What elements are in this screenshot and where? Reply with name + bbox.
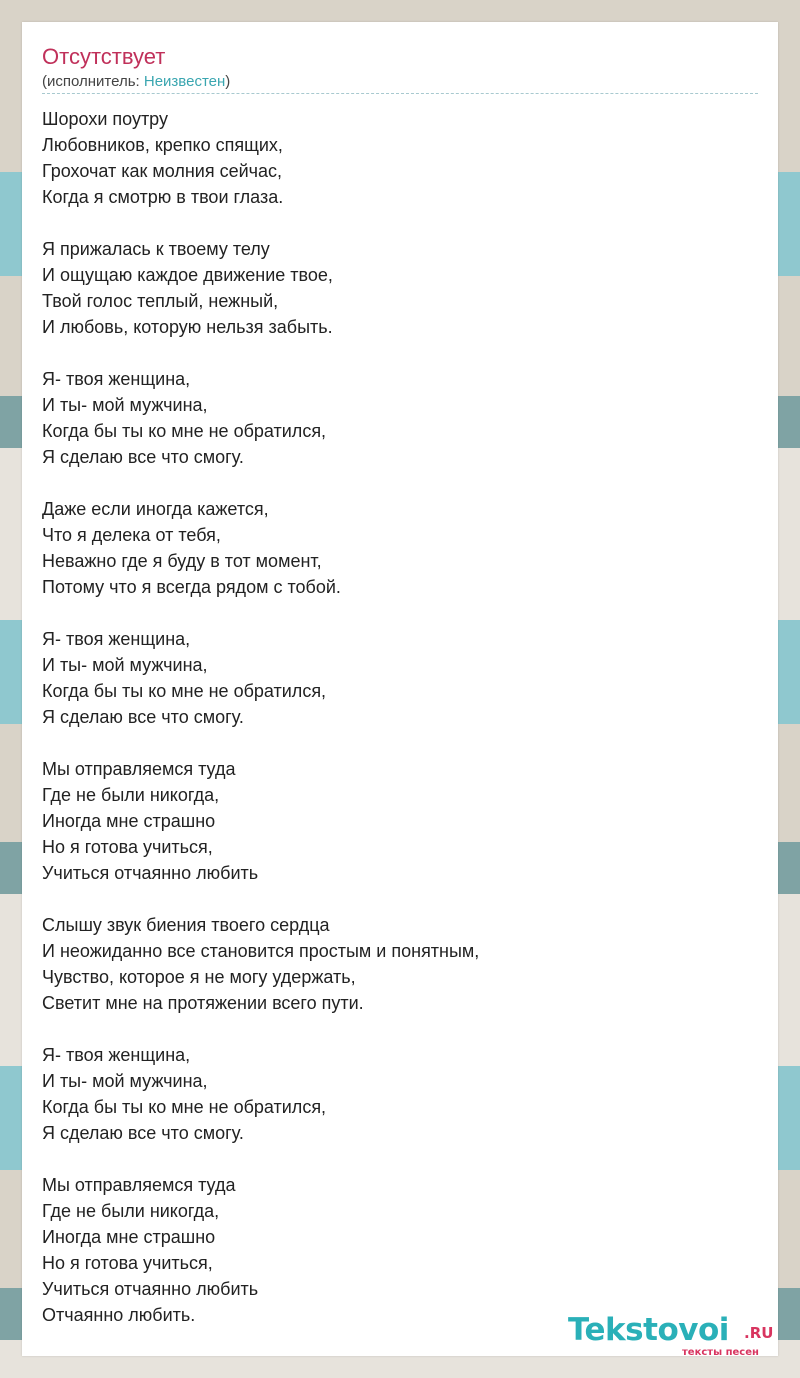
artist-link[interactable]: Неизвестен [143, 73, 226, 90]
stanza-6 [42, 756, 758, 886]
lyric-line: Но я готова учиться, [42, 837, 213, 857]
lyric-line: Когда бы ты ко мне не обратился, [42, 681, 327, 701]
stanza-7 [42, 912, 758, 1016]
logo-tld: .RU [744, 1324, 774, 1342]
lyric-line: Шорохи поутру [42, 109, 168, 129]
lyric-line: И любовь, которую нельзя забыть. [42, 317, 333, 337]
performer-prefix: (исполнитель: [42, 73, 144, 90]
lyric-line: Слышу звук биения твоего сердца [42, 915, 330, 935]
lyric-line: Даже если иногда кажется, [42, 499, 269, 519]
lyric-line: Когда бы ты ко мне не обратился, [42, 421, 327, 441]
song-title: Отсутствует [42, 44, 166, 69]
lyric-line: Но я готова учиться, [42, 1253, 213, 1273]
lyric-line: И ощущаю каждое движение твое, [42, 265, 333, 285]
lyric-line: Что я делека от тебя, [42, 525, 221, 545]
lyric-line: Твой голос теплый, нежный, [42, 291, 279, 311]
stanza-9 [42, 1172, 758, 1328]
lyric-line: Светит мне на протяжении всего пути. [42, 993, 364, 1013]
stanza-4 [42, 496, 758, 600]
lyric-line: Мы отправляемся туда [42, 1175, 236, 1195]
lyric-line: Я сделаю все что смогу. [42, 1123, 244, 1143]
lyrics-text [42, 106, 758, 1354]
lyric-line: Неважно где я буду в тот момент, [42, 551, 322, 571]
logo-subtitle: тексты песен [682, 1347, 759, 1358]
lyric-line: Учиться отчаянно любить [42, 863, 259, 883]
logo-name: Tekstovoi [568, 1312, 729, 1348]
site-logo[interactable] [568, 1312, 774, 1358]
lyric-line: Я сделаю все что смогу. [42, 447, 244, 467]
lyric-line: Грохочат как молния сейчас, [42, 161, 283, 181]
lyric-line: И неожиданно все становится простым и понятным, [42, 941, 480, 961]
performer-line [42, 73, 230, 90]
stanza-1 [42, 106, 758, 210]
lyric-line: Где не были никогда, [42, 1201, 220, 1221]
lyric-line: Отчаянно любить. [42, 1305, 196, 1325]
lyric-line: Учиться отчаянно любить [42, 1279, 259, 1299]
lyric-line: И ты- мой мужчина, [42, 655, 208, 675]
lyrics-card [22, 22, 778, 1356]
title-divider [42, 93, 758, 94]
lyric-line: Иногда мне страшно [42, 1227, 216, 1247]
lyric-line: Я прижалась к твоему телу [42, 239, 270, 259]
lyric-line: И ты- мой мужчина, [42, 1071, 208, 1091]
lyric-line: Иногда мне страшно [42, 811, 216, 831]
lyric-line: Где не были никогда, [42, 785, 220, 805]
lyric-line: Я- твоя женщина, [42, 1045, 191, 1065]
lyric-line: Когда бы ты ко мне не обратился, [42, 1097, 327, 1117]
lyric-line: Я сделаю все что смогу. [42, 707, 244, 727]
stanza-2 [42, 236, 758, 340]
stanza-8 [42, 1042, 758, 1146]
lyric-line: Я- твоя женщина, [42, 629, 191, 649]
lyric-line: Когда я смотрю в твои глаза. [42, 187, 284, 207]
stanza-3 [42, 366, 758, 470]
lyric-line: И ты- мой мужчина, [42, 395, 208, 415]
lyric-line: Мы отправляемся туда [42, 759, 236, 779]
stanza-5 [42, 626, 758, 730]
lyric-line: Я- твоя женщина, [42, 369, 191, 389]
performer-suffix: ) [225, 73, 231, 90]
lyric-line: Потому что я всегда рядом с тобой. [42, 577, 341, 597]
lyric-line: Любовников, крепко спящих, [42, 135, 283, 155]
lyric-line: Чувство, которое я не могу удержать, [42, 967, 356, 987]
